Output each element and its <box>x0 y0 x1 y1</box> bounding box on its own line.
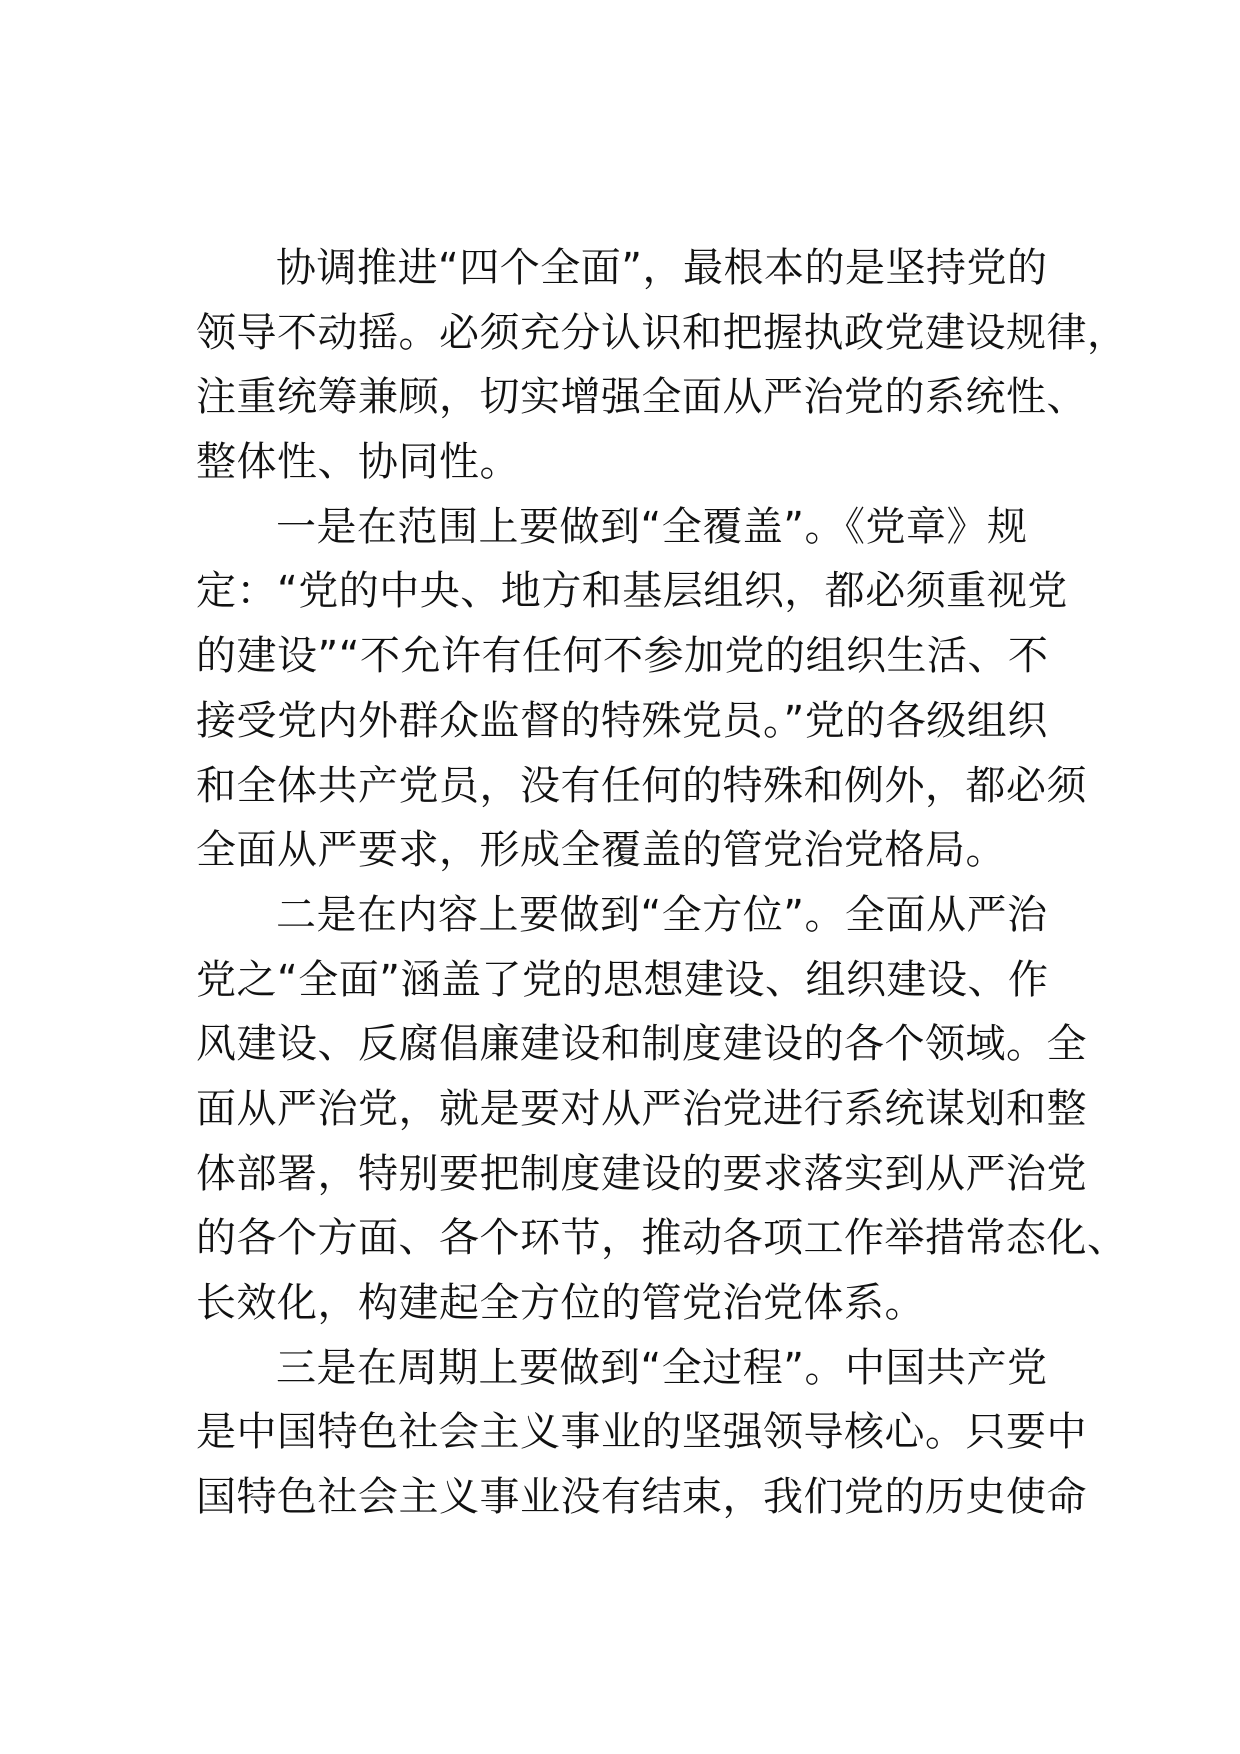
paragraph-line: 国特色社会主义事业没有结束，我们党的历史使命 <box>196 1474 1087 1521</box>
paragraph-2 <box>196 495 1087 883</box>
paragraph-1 <box>196 236 1128 495</box>
paragraph-line: 注重统筹兼顾，切实增强全面从严治党的系统性、 <box>196 374 1087 421</box>
paragraph-line: 全面从严要求，形成全覆盖的管党治党格局。 <box>196 827 1006 874</box>
paragraph-line: 定：“党的中央、地方和基层组织，都必须重视党 <box>196 568 1068 615</box>
paragraph-line: 党之“全面”涵盖了党的思想建设、组织建设、作 <box>196 956 1049 1003</box>
paragraph-4 <box>196 1336 1087 1530</box>
paragraph-line: 领导不动摇。必须充分认识和把握执政党建设规律， <box>196 309 1128 356</box>
paragraph-line: 一是在范围上要做到“全覆盖”。《党章》规 <box>276 503 1028 550</box>
paragraph-line: 接受党内外群众监督的特殊党员。”党的各级组织 <box>196 697 1048 744</box>
paragraph-line: 长效化，构建起全方位的管党治党体系。 <box>196 1280 925 1326</box>
paragraph-line: 和全体共产党员，没有任何的特殊和例外，都必须 <box>196 762 1087 809</box>
paragraph-line: 协调推进“四个全面”，最根本的是坚持党的 <box>276 245 1048 291</box>
body-text <box>196 236 1128 1530</box>
paragraph-line: 的各个方面、各个环节，推动各项工作举措常态化、 <box>196 1215 1128 1262</box>
paragraph-line: 面从严治党，就是要对从严治党进行系统谋划和整 <box>196 1085 1087 1132</box>
paragraph-line: 整体性、协同性。 <box>196 439 520 486</box>
paragraph-line: 是中国特色社会主义事业的坚强领导核心。只要中 <box>196 1409 1087 1456</box>
paragraph-line: 风建设、反腐倡廉建设和制度建设的各个领域。全 <box>196 1021 1087 1068</box>
paragraph-line: 二是在内容上要做到“全方位”。全面从严治 <box>276 891 1048 938</box>
paragraph-3 <box>196 883 1128 1336</box>
paragraph-line: 的建设”“不允许有任何不参加党的组织生活、不 <box>196 633 1049 680</box>
paragraph-line: 体部署，特别要把制度建设的要求落实到从严治党 <box>196 1150 1087 1197</box>
paragraph-line: 三是在周期上要做到“全过程”。中国共产党 <box>276 1344 1048 1391</box>
